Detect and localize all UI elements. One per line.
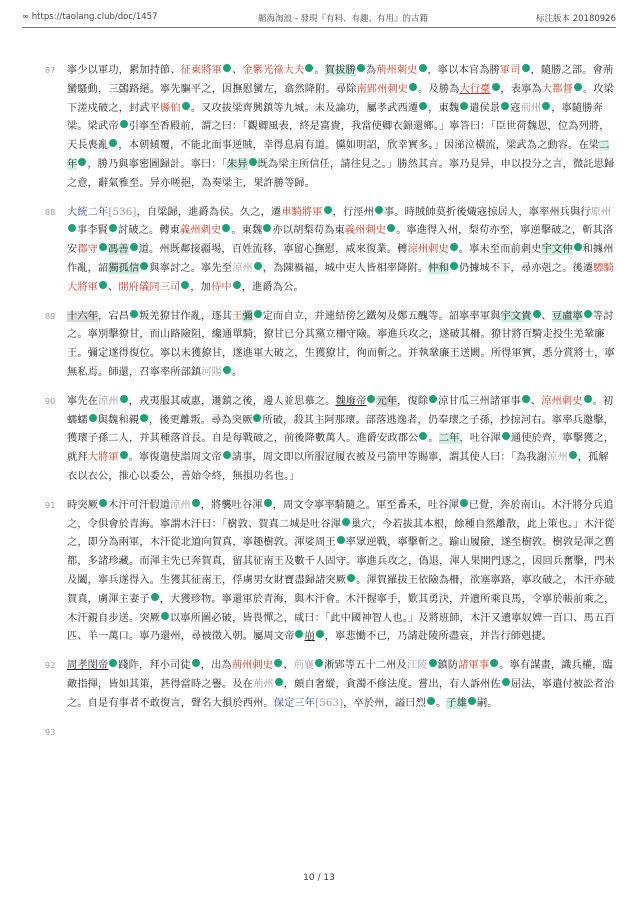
- text-run: 所破，殺其主阿那瓌。部落逃逸者，仍奉瓌之子孫，抄掠河右。寧率兵邀擊，獲瓌子孫二人，并其種落首長。自是每戰破之，前後降數萬人。進爵安政郡公: [67, 414, 614, 445]
- paragraph-text: [67, 500, 615, 643]
- annotated-term[interactable]: 金紫光祿大夫: [242, 65, 305, 76]
- annotation-badge-icon[interactable]: [460, 102, 468, 110]
- annotation-badge-icon[interactable]: [468, 697, 476, 705]
- annotation-badge-icon[interactable]: [223, 64, 231, 72]
- text-run: 和據州作亂，詔: [67, 244, 614, 274]
- text-run: 。又攻拔梁齊興鎮等九城。未及論功，屬孝武西遷: [190, 102, 419, 114]
- paragraph: [45, 308, 617, 383]
- text-run: 涼甘瓜三州諸軍事: [438, 395, 521, 407]
- paragraph-number: 93: [45, 727, 56, 737]
- annotation-badge-icon[interactable]: [249, 158, 257, 166]
- annotation-badge-icon[interactable]: [347, 574, 355, 582]
- annotated-term[interactable]: 原州: [590, 206, 612, 218]
- annotated-term[interactable]: 宇文仲: [541, 244, 573, 256]
- text-run: 。初蠕蠕: [67, 395, 614, 426]
- annotation-badge-icon[interactable]: [357, 64, 365, 72]
- text-run: ，卒於州，謚曰烈: [343, 697, 426, 709]
- text-run: ，後更離叛。尋為突厥: [149, 414, 253, 426]
- paragraph-number: 92: [45, 661, 56, 671]
- paragraph-text: [67, 207, 614, 293]
- annotated-term[interactable]: 荊州刺史: [376, 65, 418, 76]
- text-run: ，吐谷渾: [459, 433, 501, 445]
- annotated-term[interactable]: 涼州: [232, 262, 253, 274]
- text-run: ，為陳禍福，城中吏人皆相率降附。: [262, 262, 429, 274]
- annotation-badge-icon[interactable]: [130, 310, 138, 318]
- annotation-badge-icon[interactable]: [502, 678, 510, 686]
- annotation-badge-icon[interactable]: [78, 158, 86, 166]
- annotation-badge-icon[interactable]: [387, 224, 395, 232]
- text-run: 時突厥: [67, 499, 99, 511]
- annotation-badge-icon[interactable]: [109, 659, 117, 667]
- annotation-badge-icon[interactable]: [574, 83, 582, 91]
- annotation-badge-icon[interactable]: [316, 630, 324, 638]
- text-run: ，周文令寧率騎隨之。軍至番禾，吐谷渾: [272, 499, 459, 511]
- annotation-badge-icon[interactable]: [522, 395, 530, 403]
- text-run: ，戎夷服其威惠，遷鎮之後，邊人並思慕之。: [128, 395, 336, 407]
- annotated-term[interactable]: 魏廢帝: [335, 395, 367, 407]
- text-run: 以寧所圖必破，皆畏憚之，咸曰：「此中國神智人也。」及將班師，木汗又遺寧奴婢一百口、馬五百匹、羊一萬口。寧乃還州，尋被徵入朝。屬周文帝: [67, 612, 615, 643]
- annotated-term[interactable]: 荊州: [253, 678, 274, 690]
- annotated-term[interactable]: 馮善: [108, 244, 129, 256]
- text-run: 討破之。轉東: [118, 225, 181, 237]
- annotation-badge-icon[interactable]: [264, 499, 272, 507]
- text-run: ，大獲珍物。寧還軍於青海，與木汗會。木汗握寧手，歎其勇決，并遺所乘良馬，令寧於帳前乘之，木汗親自步送。突厥: [67, 593, 615, 624]
- annotation-badge-icon[interactable]: [274, 659, 282, 667]
- annotated-term[interactable]: 二年: [438, 433, 460, 445]
- text-run: 。寧未至而前刺史: [458, 244, 542, 256]
- text-run: 道。州既鄰接疆埸，百姓流移，寧留心撫慰，咸來復業。轉: [138, 244, 408, 256]
- annotated-term[interactable]: 仲和: [428, 262, 449, 274]
- text-run: 請事，周文即以所服冠履衣被及弓箭甲等賜寧，謂其使人曰：「為我謝: [231, 452, 548, 464]
- annotation-badge-icon[interactable]: [305, 64, 313, 72]
- paragraph: [45, 62, 617, 194]
- annotated-term[interactable]: 豆盧寧: [551, 310, 583, 322]
- annotation-badge-icon[interactable]: [574, 243, 582, 251]
- annotated-term[interactable]: 周孝閔帝: [67, 660, 109, 672]
- annotation-badge-icon[interactable]: [233, 281, 241, 289]
- annotation-badge-icon[interactable]: [324, 206, 332, 214]
- paragraph-text: [67, 396, 614, 482]
- text-run: 。: [435, 697, 447, 709]
- text-run: 、: [283, 660, 294, 672]
- paragraph-text: [67, 65, 614, 189]
- annotation-badge-icon[interactable]: [492, 83, 500, 91]
- text-run: 等討之。寧別擊獠甘，而山路險阻，纔通單騎，獠甘已分其黨立柵守險。寧進兵攻之，遂破其柵。獠甘將百騎走投生羌鞏廉王。彌定遂得復位。寧以未獲獠甘，遂進軍大破之，生獲獠甘，徇而斬之。并執鞏廉王送闕。所得軍實，悉分賞將士，寧無私焉。師還，召寧率所部鎮: [67, 310, 615, 378]
- annotation-badge-icon[interactable]: [263, 224, 271, 232]
- annotation-badge-icon[interactable]: [99, 281, 107, 289]
- paragraph-text: [67, 311, 615, 378]
- annotated-term[interactable]: 大行臺: [459, 83, 491, 95]
- header-divider: [22, 27, 616, 28]
- annotation-badge-icon[interactable]: [429, 659, 437, 667]
- annotation-badge-icon[interactable]: [99, 243, 107, 251]
- annotated-term[interactable]: 車騎將軍: [281, 206, 323, 218]
- paragraph-number: 88: [45, 207, 56, 217]
- annotation-badge-icon[interactable]: [192, 499, 200, 507]
- text-run: ，頗自奢縱，貪濁不修法度。嘗出，有人訴州佐: [283, 678, 501, 690]
- text-run: ，東魏: [428, 102, 460, 114]
- paragraph: [45, 657, 617, 713]
- annotation-badge-icon[interactable]: [501, 102, 509, 110]
- annotated-term[interactable]: 大統二年: [67, 206, 109, 218]
- annotation-badge-icon[interactable]: [375, 206, 383, 214]
- annotation-badge-icon[interactable]: [584, 395, 592, 403]
- text-run: 亦以胡梨苟為東: [272, 225, 345, 237]
- annotated-term[interactable]: 賀拔勝: [324, 65, 356, 76]
- annotated-term[interactable]: 義州刺史: [344, 225, 387, 237]
- annotation-badge-icon[interactable]: [182, 102, 190, 110]
- text-run: ，隨勝之部。會荊蠻騷動，三鵶路絕。寧先驅平之，因撫慰蠻左，翕然降附。尋除: [67, 65, 614, 95]
- annotation-badge-icon[interactable]: [151, 593, 159, 601]
- text-run: 。: [232, 366, 243, 378]
- annotation-badge-icon[interactable]: [427, 697, 435, 705]
- text-run: 與寧討之。寧先至: [149, 262, 233, 274]
- annotated-term[interactable]: 涼州: [98, 395, 119, 407]
- annotated-term[interactable]: 征東將軍: [180, 65, 223, 76]
- annotation-badge-icon[interactable]: [450, 262, 458, 270]
- annotated-term[interactable]: 涼州刺史: [541, 395, 583, 407]
- annotation-badge-icon[interactable]: [490, 659, 498, 667]
- text-run: 仍據城不下，尋亦剋之。後遷: [458, 262, 594, 274]
- text-run: ，加: [190, 281, 212, 293]
- paragraph-number: 91: [45, 500, 56, 510]
- paragraph-number: 90: [45, 396, 56, 406]
- annotation-badge-icon[interactable]: [140, 414, 148, 422]
- annotated-term[interactable]: [563]: [315, 697, 344, 709]
- annotation-badge-icon[interactable]: [342, 518, 350, 526]
- annotation-badge-icon[interactable]: [569, 451, 577, 459]
- text-run: 。寧有謀畫，識兵權，臨敵指揮，皆如其策，甚得當時之譽。及在: [67, 660, 613, 690]
- text-run: ，出為: [200, 660, 232, 672]
- annotation-badge-icon[interactable]: [419, 102, 427, 110]
- page-header: [22, 12, 616, 26]
- annotated-term[interactable]: 諸軍事: [458, 660, 490, 672]
- annotated-term[interactable]: 侍中: [211, 281, 232, 293]
- text-run: 嗣。: [477, 697, 498, 709]
- text-run: 。渾賀羅拔王依險為柵，欲塞寧路，寧攻破之，木汗亦破賀真，虜渾主妻子: [67, 574, 615, 605]
- paragraph-number: 89: [45, 311, 56, 321]
- annotation-badge-icon[interactable]: [120, 120, 128, 128]
- text-run: 引寧至香殿前，謂之曰：「觀卿風表，終是富貴，我當使卿衣錦還鄉。」寧答曰：「臣世荷魏恩，位為列將，天長喪亂: [67, 121, 610, 152]
- annotation-badge-icon[interactable]: [584, 310, 592, 318]
- annotation-badge-icon[interactable]: [502, 432, 510, 440]
- annotation-badge-icon[interactable]: [130, 243, 138, 251]
- annotation-badge-icon[interactable]: [68, 224, 76, 232]
- annotated-term[interactable]: 朱异: [226, 158, 248, 170]
- annotated-term[interactable]: 南郢州刺史: [356, 83, 409, 95]
- annotated-term[interactable]: 江陵: [406, 660, 428, 672]
- text-run: 巢穴，今若拔其本根，餘種自然離散，此上策也。」木汗從之，即分為兩軍，木汗從北道向賀真，寧趣樹敦。渾娑周王: [67, 518, 615, 549]
- annotation-badge-icon[interactable]: [450, 243, 458, 251]
- annotation-badge-icon[interactable]: [542, 102, 550, 110]
- annotation-badge-icon[interactable]: [140, 262, 148, 270]
- annotation-badge-icon[interactable]: [460, 499, 468, 507]
- annotation-badge-icon[interactable]: [409, 83, 417, 91]
- annotated-term[interactable]: 保定三年: [273, 697, 316, 709]
- annotated-term[interactable]: 王: [232, 310, 243, 322]
- text-run: 淅郢等五十二州及: [324, 660, 407, 672]
- annotation-badge-icon[interactable]: [223, 451, 231, 459]
- text-run: 寧先在: [67, 395, 99, 407]
- text-run: 、: [232, 65, 243, 76]
- annotation-badge-icon[interactable]: [522, 64, 530, 72]
- annotation-badge-icon[interactable]: [222, 224, 230, 232]
- text-run: 與魏和親: [97, 414, 140, 426]
- annotated-term[interactable]: 軍司: [499, 65, 521, 76]
- text-run: 、: [530, 395, 542, 407]
- text-run: ，自梁歸，進爵為侯。久之，遷: [136, 206, 282, 218]
- annotation-badge-icon[interactable]: [533, 310, 541, 318]
- text-run: ，本朝傾覆，不能北面事逆賊，幸得息肩有道。儻如明詔，欣幸實多。」因涕泣橫流，梁武為之動容。在梁: [118, 140, 600, 152]
- header-version: 标注版本 20180926: [536, 14, 616, 24]
- paragraph-text: [67, 660, 614, 709]
- annotated-term[interactable]: 獨孤信: [108, 262, 140, 274]
- annotated-term[interactable]: 荊州刺史: [231, 660, 274, 672]
- text-run: 率眾逆戰，寧擊斬之。踰山履險，遂至樹敦。樹敦是渾之舊都，多諸珍藏。而渾主先已奔賀真，留其征南王及數千人固守。寧進兵攻之，偽退，渾人果開門逐之，因回兵奮擊，門未及闔，寧兵遂得入。生獲其征南王，俘虜男女財寶盡歸諸突厥: [67, 537, 615, 586]
- document-body: [45, 62, 617, 862]
- annotation-badge-icon[interactable]: [254, 262, 262, 270]
- annotation-badge-icon[interactable]: [429, 395, 437, 403]
- annotation-badge-icon[interactable]: [367, 395, 375, 403]
- annotated-term[interactable]: 荊襄: [293, 660, 315, 672]
- annotated-term[interactable]: 十六年: [67, 310, 99, 322]
- text-run: ，寧隨勝奔梁。梁武帝: [67, 102, 603, 133]
- annotated-term[interactable]: 驃騎大將軍: [67, 262, 614, 293]
- annotation-badge-icon[interactable]: [315, 659, 323, 667]
- annotation-badge-icon[interactable]: [181, 281, 189, 289]
- annotated-term[interactable]: 郡守: [77, 244, 99, 256]
- annotated-term[interactable]: [536]: [108, 206, 137, 218]
- annotation-badge-icon[interactable]: [337, 536, 345, 544]
- text-run: 屈法，寧遣付被訟者治之。自是有事者不敢復言，聲名大損於西州。: [67, 678, 615, 709]
- annotation-badge-icon[interactable]: [161, 612, 169, 620]
- annotation-badge-icon[interactable]: [419, 432, 427, 440]
- annotated-term[interactable]: 二年: [67, 140, 610, 170]
- text-run: 為: [365, 65, 377, 76]
- annotation-badge-icon[interactable]: [120, 451, 128, 459]
- text-run: 。寧復遣使詣周文帝: [128, 452, 222, 464]
- annotated-term[interactable]: 河陽: [201, 366, 223, 378]
- text-run: 。東魏: [231, 225, 263, 237]
- text-run: 定而自立，并連結傍乞鐵匆及鄭五醜等。詔寧率軍與: [262, 310, 501, 322]
- annotated-term[interactable]: 開府儀同三司: [118, 281, 181, 293]
- annotation-badge-icon[interactable]: [120, 395, 128, 403]
- text-run: ，孤解衣以衣公，推心以委公，善始令終，無損功名也。」: [67, 452, 609, 482]
- annotated-term[interactable]: 涼州刺史: [407, 244, 449, 256]
- text-run: 叛羌獠甘作亂，逐其: [139, 310, 233, 322]
- header-site-title: 韜海淘浪 - 發現『有料、有趣、有用』的古籍: [258, 14, 428, 24]
- text-run: 得入州，梨苟亦至，寧逆擊破之，斬其洛安: [67, 225, 614, 256]
- text-run: 。及勝為: [418, 83, 460, 95]
- text-run: ，寧悲慟不已，乃請赴陵所盡哀，并告行師剋捷。: [324, 631, 553, 643]
- annotated-term[interactable]: 涼州: [547, 452, 568, 464]
- annotation-badge-icon[interactable]: [109, 139, 117, 147]
- paragraph-number: 87: [45, 66, 56, 75]
- text-run: ，表寧為: [500, 83, 542, 95]
- annotated-term[interactable]: 子雄: [446, 697, 467, 709]
- annotated-term[interactable]: 大都督: [541, 83, 573, 95]
- text-run: 事。時賊帥莫折後熾寇掠居人，寧率州兵與行: [383, 206, 591, 218]
- annotated-term[interactable]: 涼州: [170, 499, 191, 511]
- annotated-term[interactable]: 宇文貴: [500, 310, 532, 322]
- text-run: 事李賢: [77, 225, 109, 237]
- text-run: 踐阼，拜小司徒: [118, 660, 191, 672]
- text-run: 木汗可汗假道: [108, 499, 171, 511]
- text-run: 遣侯景: [469, 102, 501, 114]
- annotation-badge-icon[interactable]: [99, 499, 107, 507]
- paragraph: [45, 204, 617, 298]
- paragraph: [45, 393, 617, 487]
- text-run: 寧少以軍功，累加持節、: [67, 65, 181, 76]
- annotated-term[interactable]: 崩: [304, 631, 315, 643]
- annotation-badge-icon[interactable]: [275, 678, 283, 686]
- text-run: 。: [314, 65, 325, 76]
- annotation-badge-icon[interactable]: [109, 224, 117, 232]
- text-run: ，寧以本官為勝: [427, 65, 500, 76]
- text-run: 。寧進: [396, 225, 428, 237]
- annotation-badge-icon[interactable]: [253, 414, 261, 422]
- annotated-term[interactable]: 義州刺史: [180, 225, 222, 237]
- annotation-badge-icon[interactable]: [192, 659, 200, 667]
- text-run: 既為梁主所信任，請往見之。」勝然其言。寧乃見异，申以投分之言，微託思歸之意，辭氣雅至。异亦嗟挹，為奏梁主，果許勝等歸。: [67, 158, 615, 189]
- annotation-badge-icon[interactable]: [295, 630, 303, 638]
- text-run: 。攻梁下溠戍破之，封武平: [67, 83, 614, 114]
- text-run: ，勝乃與寧密圖歸計。寧曰：「: [87, 158, 227, 170]
- annotation-badge-icon[interactable]: [419, 64, 427, 72]
- text-run: 通使於齊，寧擊獲之，就拜: [67, 433, 615, 464]
- annotated-term[interactable]: 荊州: [520, 102, 542, 114]
- annotation-badge-icon[interactable]: [89, 414, 97, 422]
- text-run: 寇: [510, 102, 521, 114]
- text-run: ，進爵為公。: [241, 281, 304, 293]
- annotation-badge-icon[interactable]: [254, 310, 262, 318]
- text-run: 已覺，奔於南山。木汗將分兵追之，令俱會於青海。寧謂木汗曰：「樹敦、賀真二城是吐谷渾: [67, 499, 614, 530]
- text-run: 。: [428, 433, 439, 445]
- text-run: ，將襲吐谷渾: [200, 499, 263, 511]
- text-run: ，宕昌: [98, 310, 130, 322]
- text-run: 、: [108, 281, 119, 293]
- text-run: 鎮防: [437, 660, 459, 672]
- text-run: ，復除: [397, 395, 429, 407]
- header-url[interactable]: ∞ https://taolang.club/doc/1457: [22, 12, 158, 22]
- text-run: 、: [541, 310, 552, 322]
- annotated-term[interactable]: 彌: [242, 310, 253, 322]
- annotated-term[interactable]: 大將軍: [87, 452, 119, 464]
- annotated-term[interactable]: 元年: [376, 395, 398, 407]
- annotated-term[interactable]: 縣伯: [160, 102, 181, 114]
- text-run: ，行涇州: [332, 206, 374, 218]
- annotation-badge-icon[interactable]: [223, 366, 231, 374]
- paragraph: [45, 497, 617, 647]
- page-number: 10 / 13: [303, 873, 335, 883]
